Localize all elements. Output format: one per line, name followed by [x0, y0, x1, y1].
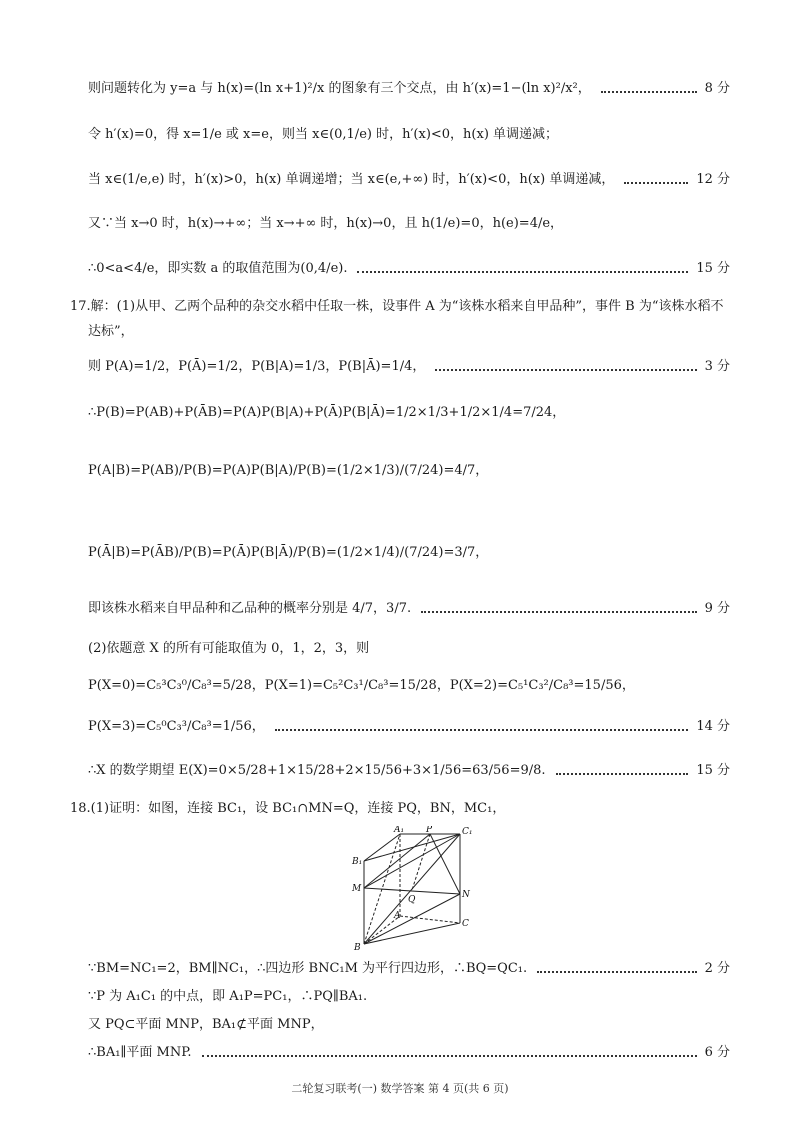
solution-line: [88, 215, 730, 233]
line-text: (2)依题意 X 的所有可能取值为 0，1，2，3，则: [88, 641, 370, 656]
label-a1: A₁: [394, 826, 405, 835]
label-m: M: [352, 884, 362, 894]
dot-leader: [275, 729, 689, 731]
line-text: 17.解：(1)从甲、乙两个品种的杂交水稻中任取一株，设事件 A 为“该株水稻来自甲品种”，事件 B 为“该株水稻不: [70, 299, 724, 314]
edge-b1-a1: [364, 834, 400, 861]
line-text: 令 h′(x)=0，得 x=1/e 或 x=e，则当 x∈(0,1/e) 时，h′(x)<0，h(x) 单调递减；: [88, 127, 559, 142]
line-text: P(A|B)=P(AB)/P(B)=P(A)P(B|A)/P(B)=(1/2×1/3)/(7/24)=4/7，: [88, 463, 489, 478]
line-text: ∴X 的数学期望 E(X)=0×5/28+1×15/28+2×15/56+3×1/56=63/56=9/8.: [88, 763, 546, 778]
label-p: P: [426, 826, 433, 835]
dot-leader: [202, 1055, 697, 1057]
score-label: 2 分: [704, 961, 730, 976]
segment-mc1: [364, 834, 460, 888]
line-text: 当 x∈(1/e,e) 时，h′(x)>0，h(x) 单调递增；当 x∈(e,+∞) 时，h′(x)<0，h(x) 单调递减，: [88, 172, 615, 187]
line-text: 则 P(A)=1/2，P(Ā)=1/2，P(B|A)=1/3，P(B|Ā)=1/4，: [88, 359, 426, 374]
edge-b1-c1: [364, 834, 460, 861]
edge-a-c: [400, 916, 460, 923]
solution-line: [88, 260, 730, 278]
solution-line: [88, 1016, 730, 1034]
score-label: 6 分: [704, 1045, 730, 1060]
label-c1: C₁: [462, 827, 473, 837]
solution-line: [88, 544, 730, 562]
edge-b-c: [364, 923, 460, 944]
solution-line: [88, 404, 730, 422]
label-b1: B₁: [352, 857, 363, 867]
dot-leader: [537, 971, 696, 973]
solution-line: [88, 762, 730, 780]
line-text: ∵P 为 A₁C₁ 的中点，即 A₁P=PC₁，∴PQ∥BA₁.: [88, 989, 368, 1004]
solution-line: [88, 640, 730, 658]
page-footer: 二轮复习联考(一) 数学答案 第 4 页(共 6 页): [291, 1082, 509, 1095]
line-text: ∵BM=NC₁=2，BM∥NC₁，∴四边形 BNC₁M 为平行四边形，∴BQ=QC₁.: [88, 961, 528, 976]
solution-line: [88, 600, 730, 618]
line-text: 则问题转化为 y=a 与 h(x)=(ln x+1)²/x 的图象有三个交点，由 h′(x)=1−(ln x)²/x²，: [88, 81, 591, 96]
line-text: P(X=3)=C₅⁰C₃³/C₈³=1/56，: [88, 719, 265, 734]
line-text: P(Ā|B)=P(ĀB)/P(B)=P(Ā)P(B|Ā)/P(B)=(1/2×1/4)/(7/24)=3/7，: [88, 545, 489, 560]
line-text: P(X=0)=C₅³C₃⁰/C₈³=5/28，P(X=1)=C₅²C₃¹/C₈³=15/28，P(X=2)=C₅¹C₃²/C₈³=15/56，: [88, 678, 635, 693]
question-17-heading: [70, 298, 730, 316]
solution-line: [88, 1044, 730, 1062]
dot-leader: [624, 182, 688, 184]
solution-line: [88, 960, 730, 978]
solution-line: [88, 171, 730, 189]
dot-leader: [601, 91, 697, 93]
line-text: 达标”，: [88, 324, 134, 339]
dot-leader: [357, 271, 688, 273]
prism-figure: [330, 826, 480, 956]
label-c: C: [462, 919, 469, 929]
line-text: ∴P(B)=P(AB)+P(ĀB)=P(A)P(B|A)+P(Ā)P(B|Ā)=1/2×1/3+1/2×1/4=7/24，: [88, 405, 566, 420]
solution-line: [88, 358, 730, 376]
dot-leader: [421, 611, 696, 613]
segment-pq: [412, 834, 430, 890]
line-text: 即该株水稻来自甲品种和乙品种的概率分别是 4/7，3/7.: [88, 601, 412, 616]
solution-line: [88, 677, 730, 695]
solution-line: [88, 323, 730, 341]
question-18-heading: [70, 800, 730, 818]
line-text: 又 PQ⊂平面 MNP，BA₁⊄平面 MNP，: [88, 1017, 324, 1032]
line-text: ∴BA₁∥平面 MNP.: [88, 1045, 192, 1060]
solution-line: [88, 718, 730, 736]
dot-leader: [556, 773, 689, 775]
line-text: 又∵当 x→0 时，h(x)→+∞；当 x→+∞ 时，h(x)→0，且 h(1/e)=0，h(e)=4/e，: [88, 216, 564, 231]
label-a: A: [394, 911, 401, 921]
dot-leader: [435, 369, 696, 371]
label-n: N: [462, 890, 470, 900]
score-label: 15 分: [696, 763, 730, 778]
score-label: 15 分: [696, 261, 730, 276]
score-label: 9 分: [704, 601, 730, 616]
score-label: 3 分: [704, 359, 730, 374]
line-text: ∴0<a<4/e，即实数 a 的取值范围为(0,4/e).: [88, 261, 348, 276]
solution-line: [88, 462, 730, 480]
label-q: Q: [408, 895, 416, 905]
score-label: 12 分: [696, 172, 730, 187]
label-b: B: [354, 943, 361, 953]
solution-line: [88, 126, 730, 144]
solution-line: [88, 80, 730, 98]
score-label: 14 分: [696, 719, 730, 734]
solution-line: [88, 988, 730, 1006]
score-label: 8 分: [704, 81, 730, 96]
line-text: 18.(1)证明：如图，连接 BC₁，设 BC₁∩MN=Q，连接 PQ，BN，MC₁，: [70, 801, 506, 816]
